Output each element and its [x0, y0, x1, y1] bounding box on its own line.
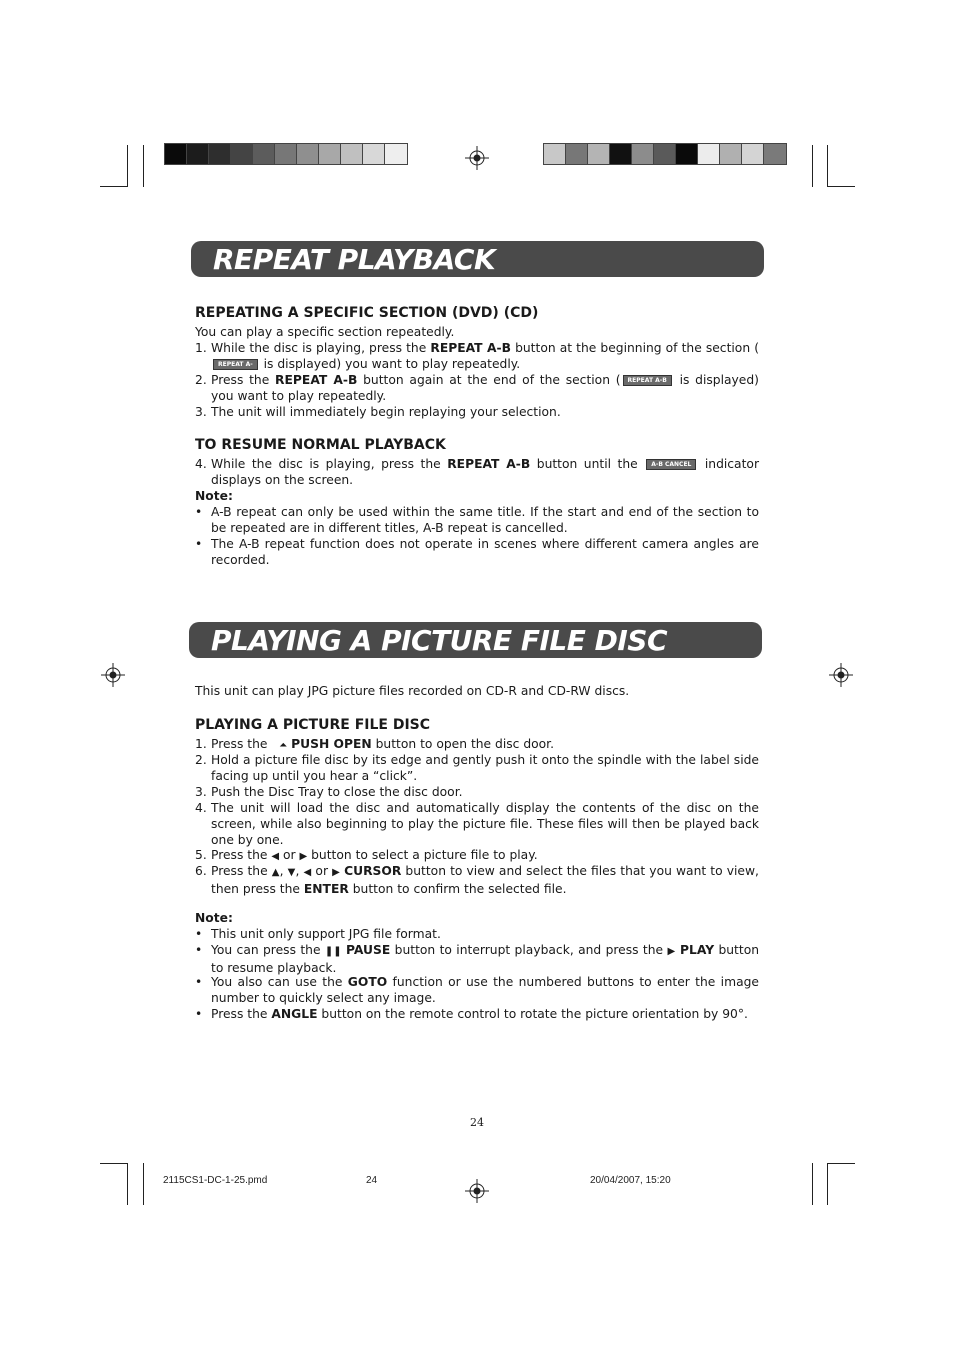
section-title: REPEAT PLAYBACK [213, 243, 496, 276]
footer-date: 20/04/2007, 15:20 [590, 1175, 671, 1186]
crop-mark [143, 145, 144, 187]
play-icon: ▶ [667, 946, 676, 957]
pause-icon: ❚❚ [324, 946, 342, 957]
list-item: • This unit only support JPG file format. [195, 927, 441, 941]
subheading-playing-picture: PLAYING A PICTURE FILE DISC [195, 717, 431, 733]
intro-text: You can play a specific section repeatedly. [195, 325, 455, 339]
section-banner-picture-file [189, 622, 762, 658]
down-arrow-icon: ▼ [287, 867, 296, 878]
crop-mark [127, 1163, 128, 1205]
subheading-resume-normal: TO RESUME NORMAL PLAYBACK [195, 437, 446, 453]
ab-cancel-indicator: A-B CANCEL [646, 459, 696, 470]
note-label: Note: [195, 911, 233, 925]
eject-icon: ⏶ [279, 740, 288, 751]
registration-mark-icon [101, 663, 125, 687]
footer-page: 24 [366, 1175, 378, 1186]
list-item: 2. Press the REPEAT A-B button again at the end of the section ( REPEAT A-B is displayed) you want to play repeatedly. [195, 373, 759, 403]
crop-mark [143, 1163, 144, 1205]
list-item: 2. Hold a picture file disc by its edge and gently push it onto the spindle with the label side facing up until you hear a “click”. [195, 753, 759, 783]
left-arrow-icon: ◀ [271, 851, 280, 862]
crop-mark [100, 186, 128, 187]
crop-mark [812, 145, 813, 187]
repeat-a-indicator: REPEAT A- [213, 359, 258, 370]
color-bar-left [164, 143, 408, 165]
footer-filename: 2115CS1-DC-1-25.pmd [163, 1175, 268, 1186]
list-item: 3. The unit will immediately begin replaying your selection. [195, 405, 561, 419]
left-arrow-icon: ◀ [303, 867, 312, 878]
registration-mark-icon [465, 146, 489, 170]
crop-mark [100, 1163, 128, 1164]
right-arrow-icon: ▶ [332, 867, 340, 878]
page-number: 24 [470, 1116, 484, 1129]
crop-mark [827, 1163, 828, 1205]
list-item: • You also can use the GOTO function or use the numbered buttons to enter the image number to quickly select any image. [195, 975, 759, 1005]
crop-mark [827, 186, 855, 187]
list-item: 3. Push the Disc Tray to close the disc door. [195, 785, 463, 799]
list-item: 6. Press the ▲, ▼, ◀ or ▶ CURSOR button to view and select the files that you want to view, then press the ENTER button to confirm the selected file. [195, 864, 759, 896]
subheading-repeating-section: REPEATING A SPECIFIC SECTION (DVD) (CD) [195, 305, 539, 321]
list-item: 1. Press the ⏶ PUSH OPEN button to open the disc door. [195, 737, 555, 751]
list-item: 1. While the disc is playing, press the REPEAT A-B button at the beginning of the section (REPEAT A- is displayed) you want to play repeatedly. [195, 341, 759, 371]
list-item: • The A-B repeat function does not operate in scenes where different camera angles are recorded. [195, 537, 759, 567]
list-item: • Press the ANGLE button on the remote control to rotate the picture orientation by 90°. [195, 1007, 748, 1021]
list-item: • You can press the ❚❚ PAUSE button to interrupt playback, and press the ▶ PLAY button to resume playback. [195, 943, 760, 975]
list-item: • A-B repeat can only be used within the same title. If the start and end of the section to be repeated are in different titles, A-B repeat is cancelled. [195, 505, 759, 535]
right-arrow-icon: ▶ [299, 851, 308, 862]
crop-mark [127, 145, 128, 187]
up-arrow-icon: ▲ [271, 867, 280, 878]
registration-mark-icon [465, 1179, 489, 1203]
section-banner-repeat-playback [191, 241, 764, 277]
registration-mark-icon [829, 663, 853, 687]
intro-text: This unit can play JPG picture files recorded on CD-R and CD-RW discs. [195, 684, 630, 698]
list-item: 4. The unit will load the disc and automatically display the contents of the disc on the screen, while also beginning to play the picture file. These files will then be played back one by one. [195, 801, 759, 847]
crop-mark [827, 1163, 855, 1164]
repeat-ab-indicator: REPEAT A-B [623, 375, 672, 386]
section-title: PLAYING A PICTURE FILE DISC [211, 624, 667, 657]
crop-mark [827, 145, 828, 187]
list-item: 4. While the disc is playing, press the REPEAT A-B button until the A-B CANCEL indicator displays on the screen. [195, 457, 759, 487]
crop-mark [812, 1163, 813, 1205]
list-item: 5. Press the ◀ or ▶ button to select a picture file to play. [195, 848, 538, 862]
color-bar-right [543, 143, 787, 165]
note-label: Note: [195, 489, 233, 503]
